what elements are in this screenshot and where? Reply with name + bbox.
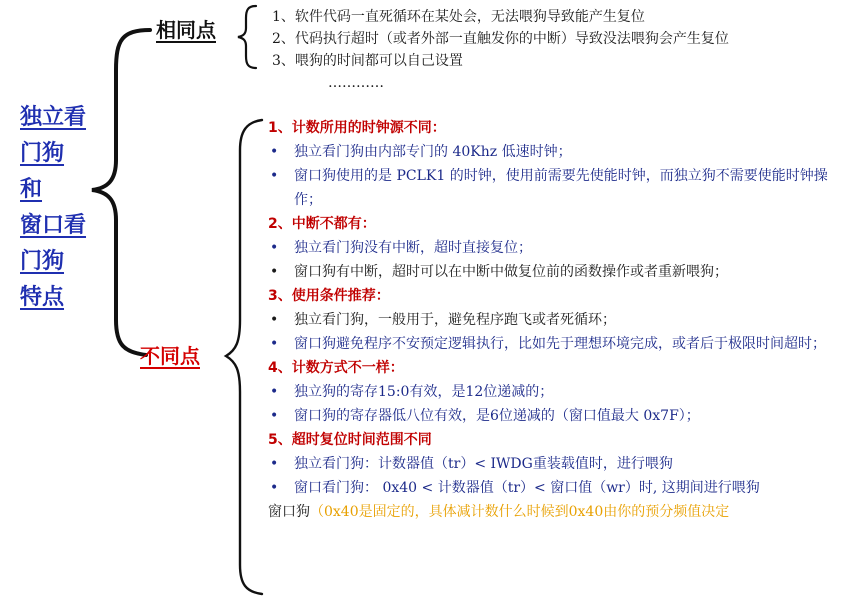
bullet-dot-icon: • <box>270 384 279 400</box>
bullet-text: 窗口狗使用的是 PCLK1 的时钟，使用前需要先使能时钟，而独立狗不需要使能时钟操作； <box>294 168 828 208</box>
section-heading: 4、计数方式不一样： <box>268 360 404 376</box>
bullet-item <box>268 236 828 260</box>
bullet-dot-icon: • <box>270 168 279 184</box>
bullet-item <box>268 164 828 212</box>
bullet-item <box>268 380 828 404</box>
bullet-item <box>268 404 828 428</box>
bullet-dot-icon: • <box>270 336 279 352</box>
bullet-item <box>268 476 828 500</box>
section-heading: 3、使用条件推荐： <box>268 288 390 304</box>
title-line: 窗口看 <box>20 213 87 238</box>
bullet-item <box>268 260 828 284</box>
diff-brace <box>226 120 262 594</box>
main-title <box>20 100 100 316</box>
same-label: 相同点 <box>156 18 216 42</box>
bullet-item <box>268 308 828 332</box>
note-text: （0x40是固定的，具体减计数什么时候到0x40由你的预分频值决定 <box>310 504 730 520</box>
same-item: 2、代码执行超时（或者外部一直触发你的中断）导致没法喂狗会产生复位 <box>272 31 729 47</box>
bullet-dot-icon: • <box>270 456 279 472</box>
bullet-text: 窗口狗有中断，超时可以在中断中做复位前的函数操作或者重新喂狗； <box>294 264 728 280</box>
same-list <box>272 6 729 94</box>
bullet-dot-icon: • <box>270 408 279 424</box>
bullet-text: 窗口狗避免程序不安预定逻辑执行，比如先于理想环境完成，或者后于极限时间超时； <box>294 336 826 352</box>
same-item: 1、软件代码一直死循环在某处会，无法喂狗导致能产生复位 <box>272 9 645 25</box>
bullet-text: 独立看门狗：计数器值（tr）< IWDG重装载值时，进行喂狗 <box>294 456 673 472</box>
bullet-text: 独立狗的寄存15:0有效，是12位递减的； <box>294 384 554 400</box>
title-line: 特点 <box>20 285 65 310</box>
title-line: 门狗 <box>20 249 65 274</box>
bullet-item <box>268 140 828 164</box>
tail-text: 窗口狗 <box>268 504 310 520</box>
bullet-dot-icon: • <box>270 264 279 280</box>
title-line: 和 <box>20 177 43 202</box>
title-line: 门狗 <box>20 141 65 166</box>
bullet-text: 独立看门狗没有中断，超时直接复位； <box>294 240 532 256</box>
bullet-text: 独立看门狗，一般用于，避免程序跑飞或者死循环； <box>294 312 616 328</box>
same-item-ellipsis: ………… <box>328 75 384 91</box>
same-brace <box>238 6 256 68</box>
section-tail <box>268 500 828 524</box>
bullet-text: 独立看门狗由内部专门的 40Khz 低速时钟； <box>294 144 572 160</box>
bullet-dot-icon: • <box>270 144 279 160</box>
bullet-text: 窗口狗的寄存器低八位有效，是6位递减的（窗口值最大 0x7F）； <box>294 408 700 424</box>
diff-block <box>268 116 828 524</box>
bullet-text: 窗口看门狗： 0x40 < 计数器值（tr）< 窗口值（wr）时, 这期间进行喂狗 <box>294 480 760 496</box>
bullet-dot-icon: • <box>270 240 279 256</box>
bullet-item <box>268 452 828 476</box>
bullet-dot-icon: • <box>270 312 279 328</box>
bullet-dot-icon: • <box>270 480 279 496</box>
diff-label: 不同点 <box>140 344 200 368</box>
main-brace <box>92 30 150 355</box>
title-line: 独立看 <box>20 105 87 130</box>
section-heading: 2、中断不都有： <box>268 216 376 232</box>
same-item: 3、喂狗的时间都可以自己设置 <box>272 53 463 69</box>
section-heading: 5、超时复位时间范围不同 <box>268 432 432 448</box>
bullet-item <box>268 332 828 356</box>
section-heading: 1、计数所用的时钟源不同： <box>268 120 446 136</box>
